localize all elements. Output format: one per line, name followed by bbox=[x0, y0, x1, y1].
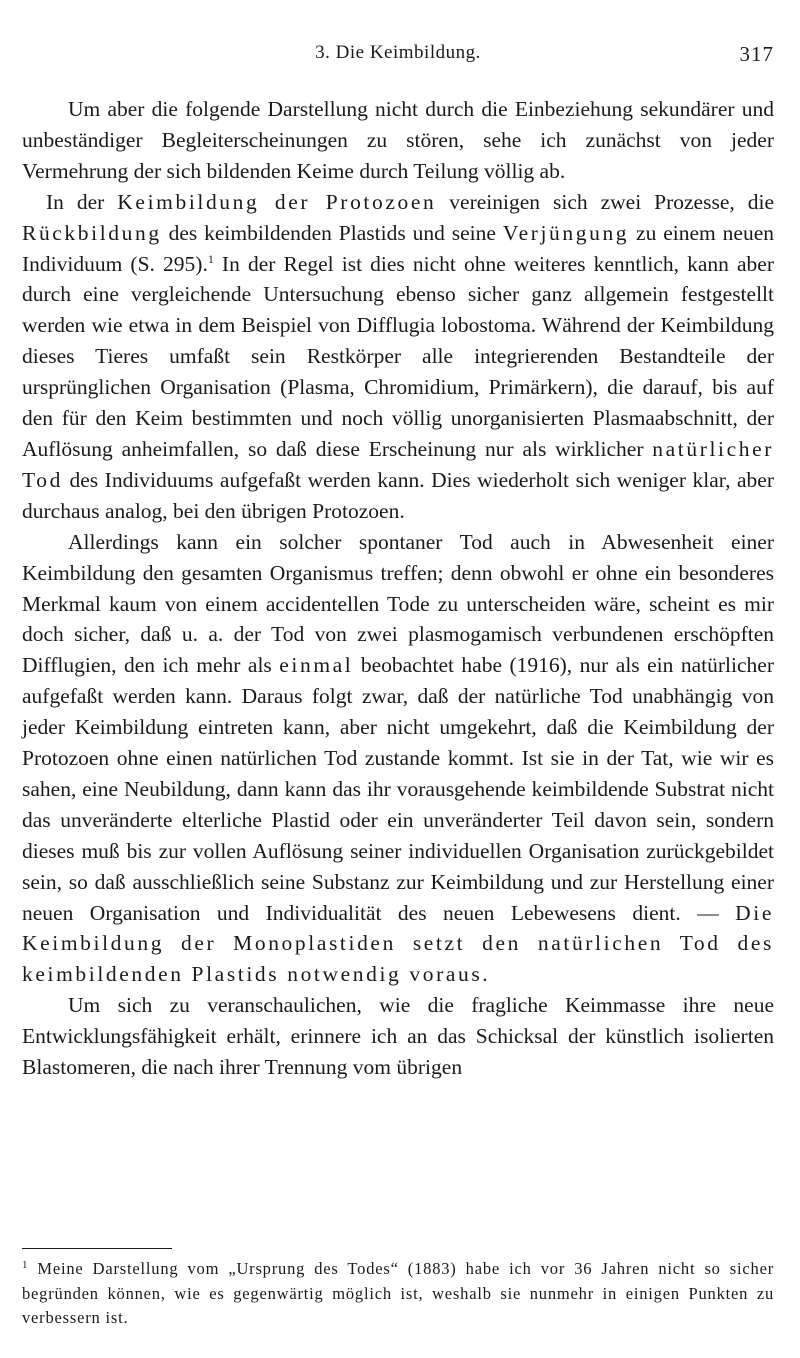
text-run: Allerdings kann ein solcher spontaner Tod auch in Abwesenheit einer Keimbildung den gesamten Organismus treffen; denn obwohl er ohne ein besonderes Merkmal kaum von einem accidentellen Tode zu unterscheiden wäre, scheint es mir doch sicher, daß u. a. der Tod von zwei plasmogamisch verbundenen erschöpften Difflugien, den ich mehr als bbox=[22, 529, 774, 678]
footnote-reference: 1 bbox=[207, 251, 214, 266]
paragraph-4: Um sich zu veranschaulichen, wie die fragliche Keimmasse ihre neue Entwicklungsfähigkeit erhält, erinnere ich an das Schicksal der künstlich isolierten Blastomeren, die nach ihrer Trennung vom übrigen bbox=[22, 993, 774, 1080]
footnote-text: Meine Darstellung vom „Ursprung des Todes“ (1883) habe ich vor 36 Jahren nicht so sicher begründen können, wie es gegenwärtig möglich ist, weshalb sie nunmehr in einigen Punkten zu verbessern ist. bbox=[22, 1259, 774, 1327]
footnote-rule bbox=[22, 1248, 172, 1249]
emphasis-natuerlicher-tod: natürlicher Tod bbox=[22, 436, 774, 492]
text-run: In der bbox=[46, 189, 118, 214]
emphasis-verjuengung: Verjüngung bbox=[502, 220, 630, 245]
footnote-marker: 1 bbox=[22, 1259, 29, 1271]
emphasis-conclusion: Die Keimbildung der Monoplastiden setzt den natürlichen Tod des keimbildenden Plastids notwendig voraus. bbox=[22, 900, 774, 987]
footnote bbox=[22, 1257, 774, 1331]
text-run: zu einem neuen Individuum (S. 295). bbox=[22, 220, 774, 276]
text-run: In der Regel ist dies nicht ohne weiteres kenntlich, kann aber durch eine vergleichende Untersuchung ebenso sicher ganz allgemein festgestellt werden wie etwa in dem Beispiel von Difflugia lobostoma. Während der Keimbildung dieses Tieres umfaßt sein Restkörper alle integrierenden Bestandteile der ursprünglichen Organisation (Plasma, Chromidium, Primärkern), die darauf, bis auf den für den Keim bestimmten und noch völlig unorganisierten Plasmaabschnitt, der Auflösung anheimfallen, so daß diese Erscheinung nur als wirklicher bbox=[22, 251, 775, 461]
paragraph-1: Um aber die folgende Darstellung nicht durch die Einbeziehung sekundärer und unbeständiger Begleiterscheinungen zu stören, sehe ich zunächst von jeder Vermehrung der sich bildenden Keime durch Teilung völlig ab. bbox=[22, 97, 774, 183]
paragraph-3 bbox=[22, 527, 774, 991]
page-header bbox=[22, 42, 774, 72]
text-run: vereinigen sich zwei Prozesse, die bbox=[436, 189, 774, 214]
emphasis-einmal: einmal bbox=[279, 653, 354, 678]
main-text bbox=[22, 94, 774, 1083]
emphasis-rueckbildung: Rückbildung bbox=[22, 220, 162, 245]
text-run: beobachtet habe (1916), nur als ein natürlicher aufgefaßt werden kann. Daraus folgt zwar, daß der natürliche Tod unabhängig von jeder Keimbildung eintreten kann, aber nicht umgekehrt, daß die Keimbildung der Protozoen ohne einen natürlichen Tod zustande kommt. Ist sie in der Tat, wie wir es sahen, eine Neubildung, dann kann das ihr vorausgehende keimbildende Substrat nicht das unveränderte elterliche Plastid oder ein unveränderter Teil davon sein, sondern dieses muß bis zur vollen Auflösung seiner individuellen Organisation zurückgebildet sein, so daß ausschließlich seine Substanz zur Keimbildung und zur Herstellung einer neuen Organisation und Individualität des neuen Lebewesens dient. — bbox=[22, 653, 774, 925]
emphasis-keimbildung-protozoen: Keimbildung der Protozoen bbox=[117, 189, 437, 214]
text-run: des Individuums aufgefaßt werden kann. Dies wiederholt sich weniger klar, aber durchaus analog, bei den übrigen Protozoen. bbox=[22, 467, 774, 523]
text-run: des keimbildenden Plastids und seine bbox=[161, 220, 503, 245]
paragraph-2 bbox=[22, 187, 774, 527]
page-number: 317 bbox=[739, 42, 774, 66]
running-head: 3. Die Keimbildung. bbox=[315, 42, 481, 63]
